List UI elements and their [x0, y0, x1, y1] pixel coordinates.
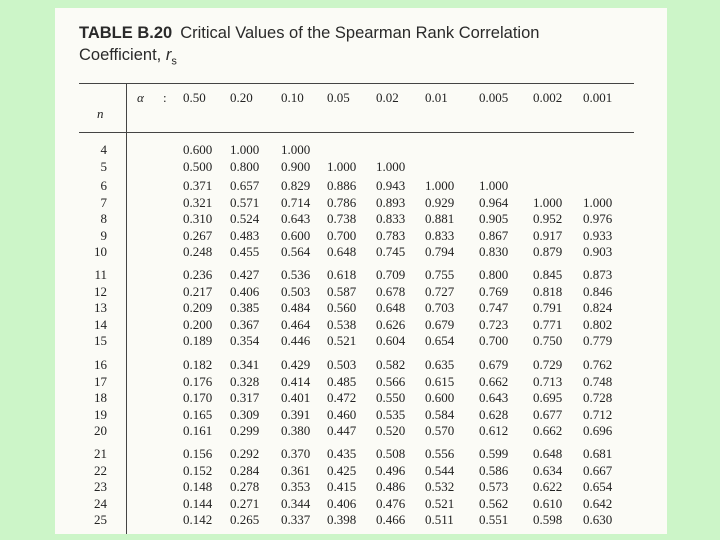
critical-value-cell: 0.622 — [533, 479, 563, 494]
header-rule — [79, 132, 634, 133]
critical-value-cell: 0.299 — [230, 423, 260, 438]
critical-value-cell: 0.189 — [183, 333, 213, 348]
n-value: 14 — [94, 316, 107, 332]
critical-value-cell: 0.414 — [281, 373, 311, 389]
n-value: 4 — [100, 142, 107, 157]
critical-value-cell: 0.779 — [583, 333, 613, 348]
rs-symbol: r — [165, 46, 172, 64]
critical-value-cell: 0.679 — [479, 357, 509, 372]
critical-value-cell: 0.657 — [230, 178, 260, 193]
critical-value-cell: 0.415 — [327, 479, 357, 494]
critical-value-cell: 0.867 — [479, 227, 509, 243]
critical-value-cell: 0.144 — [183, 495, 213, 511]
title-line-2 — [79, 44, 639, 72]
critical-value-cell: 0.486 — [376, 479, 406, 494]
critical-value-cell: 0.830 — [479, 244, 509, 259]
critical-value-cell: 0.696 — [583, 423, 613, 438]
critical-value-cell: 0.267 — [183, 227, 213, 243]
critical-value-cell: 0.455 — [230, 244, 260, 259]
critical-value-cell: 0.905 — [479, 211, 509, 226]
critical-value-cell: 0.367 — [230, 316, 260, 332]
n-value: 21 — [94, 446, 107, 461]
critical-value-cell: 0.586 — [479, 462, 509, 478]
critical-value-cell: 0.679 — [425, 316, 455, 332]
critical-value-cell: 0.152 — [183, 462, 213, 478]
critical-value-cell: 0.476 — [376, 495, 406, 511]
critical-value-cell: 0.630 — [583, 512, 613, 527]
critical-value-cell: 0.551 — [479, 512, 509, 527]
critical-value-cell: 0.800 — [479, 267, 509, 282]
critical-value-cell: 0.284 — [230, 462, 260, 478]
critical-value-cell: 0.156 — [183, 446, 213, 461]
critical-value-cell: 0.217 — [183, 283, 213, 299]
n-value: 6 — [100, 178, 107, 193]
alpha-colon: : — [163, 90, 167, 105]
alpha-header-cell: 0.10 — [281, 90, 304, 105]
critical-value-cell: 0.712 — [583, 406, 613, 422]
alpha-header-cell: 0.002 — [533, 90, 563, 105]
critical-value-cell: 0.677 — [533, 406, 563, 422]
critical-value-cell: 0.165 — [183, 406, 213, 422]
critical-value-cell: 0.634 — [533, 462, 563, 478]
critical-value-cell: 0.371 — [183, 178, 213, 193]
critical-value-cell: 0.524 — [230, 211, 260, 226]
n-value: 25 — [94, 512, 107, 527]
critical-value-cell: 0.769 — [479, 283, 509, 299]
critical-value-cell: 0.818 — [533, 283, 563, 299]
critical-value-cell: 0.600 — [183, 142, 213, 157]
critical-value-cell: 0.648 — [533, 446, 563, 461]
top-rule — [79, 83, 634, 84]
critical-value-cell: 0.794 — [425, 244, 455, 259]
critical-value-cell: 0.271 — [230, 495, 260, 511]
critical-value-cell: 1.000 — [376, 158, 406, 174]
critical-value-cell: 0.681 — [583, 446, 613, 461]
critical-value-cell: 0.535 — [376, 406, 406, 422]
critical-value-cell: 0.309 — [230, 406, 260, 422]
critical-value-cell: 0.508 — [376, 446, 406, 461]
critical-value-cell: 0.466 — [376, 512, 406, 527]
critical-value-cell: 0.511 — [425, 512, 454, 527]
alpha-symbol: α — [137, 90, 144, 105]
critical-value-cell: 0.176 — [183, 373, 213, 389]
critical-value-cell: 0.406 — [230, 283, 260, 299]
critical-value-cell: 0.648 — [327, 244, 357, 259]
critical-value-cell: 0.248 — [183, 244, 213, 259]
alpha-header-cell: 0.005 — [479, 90, 509, 105]
critical-value-cell: 0.695 — [533, 390, 563, 405]
critical-value-cell: 0.582 — [376, 357, 406, 372]
n-value: 9 — [100, 227, 107, 243]
critical-value-cell: 1.000 — [281, 142, 311, 157]
critical-value-cell: 0.829 — [281, 178, 311, 193]
critical-value-cell: 0.503 — [327, 357, 357, 372]
critical-value-cell: 1.000 — [230, 142, 260, 157]
critical-value-cell: 0.783 — [376, 227, 406, 243]
critical-value-cell: 0.846 — [583, 283, 613, 299]
critical-value-cell: 0.662 — [533, 423, 563, 438]
critical-value-cell: 0.943 — [376, 178, 406, 193]
critical-value-cell: 0.599 — [479, 446, 509, 461]
critical-value-cell: 0.532 — [425, 479, 455, 494]
n-value: 16 — [94, 357, 107, 372]
critical-value-cell: 0.573 — [479, 479, 509, 494]
critical-value-cell: 0.496 — [376, 462, 406, 478]
title-text-2: Coefficient, — [79, 46, 166, 64]
n-value: 23 — [94, 479, 107, 494]
critical-value-cell: 0.738 — [327, 211, 357, 226]
critical-value-cell: 0.976 — [583, 211, 613, 226]
n-value: 10 — [94, 244, 107, 259]
critical-value-cell: 0.662 — [479, 373, 509, 389]
critical-value-cell: 0.435 — [327, 446, 357, 461]
critical-value-cell: 0.566 — [376, 373, 406, 389]
critical-value-cell: 0.520 — [376, 423, 406, 438]
critical-value-cell: 0.933 — [583, 227, 613, 243]
critical-value-cell: 0.700 — [327, 227, 357, 243]
critical-value-cell: 0.170 — [183, 390, 213, 405]
n-value: 12 — [94, 283, 107, 299]
critical-value-cell: 0.398 — [327, 512, 357, 527]
critical-value-cell: 0.917 — [533, 227, 563, 243]
critical-value-cell: 0.536 — [281, 267, 311, 282]
critical-value-cell: 0.310 — [183, 211, 213, 226]
critical-value-cell: 0.728 — [583, 390, 613, 405]
critical-value-cell: 0.265 — [230, 512, 260, 527]
critical-value-cell: 0.678 — [376, 283, 406, 299]
critical-value-cell: 0.714 — [281, 194, 311, 210]
critical-value-cell: 0.464 — [281, 316, 311, 332]
critical-value-cell: 0.344 — [281, 495, 311, 511]
n-value: 5 — [100, 158, 107, 174]
critical-value-cell: 0.802 — [583, 316, 613, 332]
alpha-header-cell: 0.50 — [183, 90, 206, 105]
n-value: 20 — [94, 423, 107, 438]
critical-value-cell: 1.000 — [479, 178, 509, 193]
critical-value-cell: 0.209 — [183, 300, 213, 315]
critical-value-cell: 0.700 — [479, 333, 509, 348]
critical-value-cell: 0.786 — [327, 194, 357, 210]
critical-value-cell: 1.000 — [327, 158, 357, 174]
critical-value-cell: 0.321 — [183, 194, 213, 210]
critical-value-cell: 0.626 — [376, 316, 406, 332]
critical-value-cell: 0.654 — [425, 333, 455, 348]
critical-value-cell: 0.521 — [327, 333, 357, 348]
critical-value-cell: 0.642 — [583, 495, 613, 511]
critical-value-cell: 0.571 — [230, 194, 260, 210]
critical-value-cell: 0.427 — [230, 267, 260, 282]
critical-value-cell: 0.873 — [583, 267, 613, 282]
alpha-header-cell: 0.05 — [327, 90, 350, 105]
critical-value-cell: 0.485 — [327, 373, 357, 389]
critical-value-cell: 0.748 — [583, 373, 613, 389]
critical-value-cell: 0.460 — [327, 406, 357, 422]
critical-value-cell: 0.643 — [479, 390, 509, 405]
n-value: 19 — [94, 406, 107, 422]
critical-value-cell: 0.604 — [376, 333, 406, 348]
critical-value-cell: 0.893 — [376, 194, 406, 210]
critical-value-cell: 0.600 — [425, 390, 455, 405]
n-value: 24 — [94, 495, 107, 511]
critical-value-cell: 0.929 — [425, 194, 455, 210]
critical-value-cell: 0.484 — [281, 300, 311, 315]
table-page — [55, 8, 667, 534]
critical-value-cell: 0.771 — [533, 316, 563, 332]
critical-value-cell: 0.317 — [230, 390, 260, 405]
n-value: 13 — [94, 300, 107, 315]
critical-value-cell: 0.148 — [183, 479, 213, 494]
critical-value-cell: 0.472 — [327, 390, 357, 405]
critical-value-cell: 0.628 — [479, 406, 509, 422]
critical-value-cell: 0.667 — [583, 462, 613, 478]
critical-value-cell: 0.429 — [281, 357, 311, 372]
critical-value-cell: 0.762 — [583, 357, 613, 372]
critical-value-cell: 0.556 — [425, 446, 455, 461]
critical-value-cell: 0.643 — [281, 211, 311, 226]
critical-value-cell: 0.538 — [327, 316, 357, 332]
critical-value-cell: 0.278 — [230, 479, 260, 494]
critical-value-cell: 0.354 — [230, 333, 260, 348]
n-value: 18 — [94, 390, 107, 405]
critical-value-cell: 0.750 — [533, 333, 563, 348]
critical-value-cell: 0.886 — [327, 178, 357, 193]
critical-value-cell: 0.182 — [183, 357, 213, 372]
critical-value-cell: 0.729 — [533, 357, 563, 372]
critical-value-cell: 0.881 — [425, 211, 455, 226]
critical-value-cell: 0.361 — [281, 462, 311, 478]
critical-value-cell: 0.791 — [533, 300, 563, 315]
critical-value-cell: 0.845 — [533, 267, 563, 282]
alpha-header-cell: 0.001 — [583, 90, 613, 105]
critical-value-cell: 0.713 — [533, 373, 563, 389]
critical-value-cell: 0.727 — [425, 283, 455, 299]
critical-value-cell: 0.562 — [479, 495, 509, 511]
n-label: n — [97, 106, 104, 121]
critical-value-cell: 0.564 — [281, 244, 311, 259]
critical-value-cell: 0.584 — [425, 406, 455, 422]
critical-value-cell: 0.560 — [327, 300, 357, 315]
alpha-header-cell: 0.01 — [425, 90, 448, 105]
critical-value-cell: 0.709 — [376, 267, 406, 282]
critical-value-cell: 0.353 — [281, 479, 311, 494]
critical-value-cell: 0.600 — [281, 227, 311, 243]
critical-value-cell: 0.370 — [281, 446, 311, 461]
critical-value-cell: 0.446 — [281, 333, 311, 348]
critical-value-cell: 0.391 — [281, 406, 311, 422]
critical-value-cell: 0.292 — [230, 446, 260, 461]
table-title — [79, 22, 639, 72]
critical-value-cell: 0.385 — [230, 300, 260, 315]
table-number: TABLE B.20 — [79, 24, 173, 42]
critical-value-cell: 0.635 — [425, 357, 455, 372]
n-value: 11 — [94, 267, 107, 282]
critical-value-cell: 0.648 — [376, 300, 406, 315]
critical-value-cell: 0.200 — [183, 316, 213, 332]
critical-value-cell: 0.447 — [327, 423, 357, 438]
critical-value-cell: 0.745 — [376, 244, 406, 259]
critical-value-cell: 0.570 — [425, 423, 455, 438]
critical-value-cell: 0.615 — [425, 373, 455, 389]
critical-value-cell: 0.236 — [183, 267, 213, 282]
title-line-1 — [79, 22, 639, 44]
n-column-divider — [126, 83, 127, 534]
critical-value-cell: 0.483 — [230, 227, 260, 243]
n-value: 15 — [94, 333, 107, 348]
critical-value-cell: 0.755 — [425, 267, 455, 282]
alpha-header-cell: 0.02 — [376, 90, 399, 105]
critical-value-cell: 0.337 — [281, 512, 311, 527]
critical-value-cell: 0.879 — [533, 244, 563, 259]
critical-value-cell: 0.406 — [327, 495, 357, 511]
critical-value-cell: 0.964 — [479, 194, 509, 210]
n-value: 17 — [94, 373, 107, 389]
critical-value-cell: 0.952 — [533, 211, 563, 226]
critical-value-cell: 0.723 — [479, 316, 509, 332]
critical-value-cell: 0.800 — [230, 158, 260, 174]
n-value: 7 — [100, 194, 107, 210]
critical-value-cell: 0.500 — [183, 158, 213, 174]
critical-value-cell: 0.703 — [425, 300, 455, 315]
critical-value-cell: 0.833 — [376, 211, 406, 226]
critical-value-cell: 0.425 — [327, 462, 357, 478]
critical-value-cell: 0.328 — [230, 373, 260, 389]
critical-value-cell: 0.747 — [479, 300, 509, 315]
critical-value-cell: 0.900 — [281, 158, 311, 174]
alpha-header-cell: 0.20 — [230, 90, 253, 105]
critical-value-cell: 0.833 — [425, 227, 455, 243]
critical-value-cell: 0.142 — [183, 512, 213, 527]
critical-value-cell: 0.544 — [425, 462, 455, 478]
critical-value-cell: 0.380 — [281, 423, 311, 438]
n-value: 8 — [100, 211, 107, 226]
critical-value-cell: 0.550 — [376, 390, 406, 405]
rs-subscript: s — [171, 55, 177, 68]
critical-value-cell: 0.161 — [183, 423, 213, 438]
critical-value-cell: 0.341 — [230, 357, 260, 372]
critical-value-cell: 0.903 — [583, 244, 613, 259]
critical-value-cell: 0.503 — [281, 283, 311, 299]
n-value: 22 — [94, 462, 107, 478]
critical-value-cell: 0.824 — [583, 300, 613, 315]
critical-value-cell: 0.521 — [425, 495, 455, 511]
critical-value-cell: 0.610 — [533, 495, 563, 511]
critical-value-cell: 1.000 — [533, 194, 563, 210]
critical-value-cell: 0.618 — [327, 267, 357, 282]
critical-value-cell: 0.598 — [533, 512, 563, 527]
critical-value-cell: 1.000 — [583, 194, 613, 210]
critical-value-cell: 1.000 — [425, 178, 455, 193]
critical-value-cell: 0.587 — [327, 283, 357, 299]
title-text-1: Critical Values of the Spearman Rank Correlation — [180, 24, 540, 42]
critical-value-cell: 0.612 — [479, 423, 509, 438]
critical-value-cell: 0.654 — [583, 479, 613, 494]
critical-value-cell: 0.401 — [281, 390, 311, 405]
